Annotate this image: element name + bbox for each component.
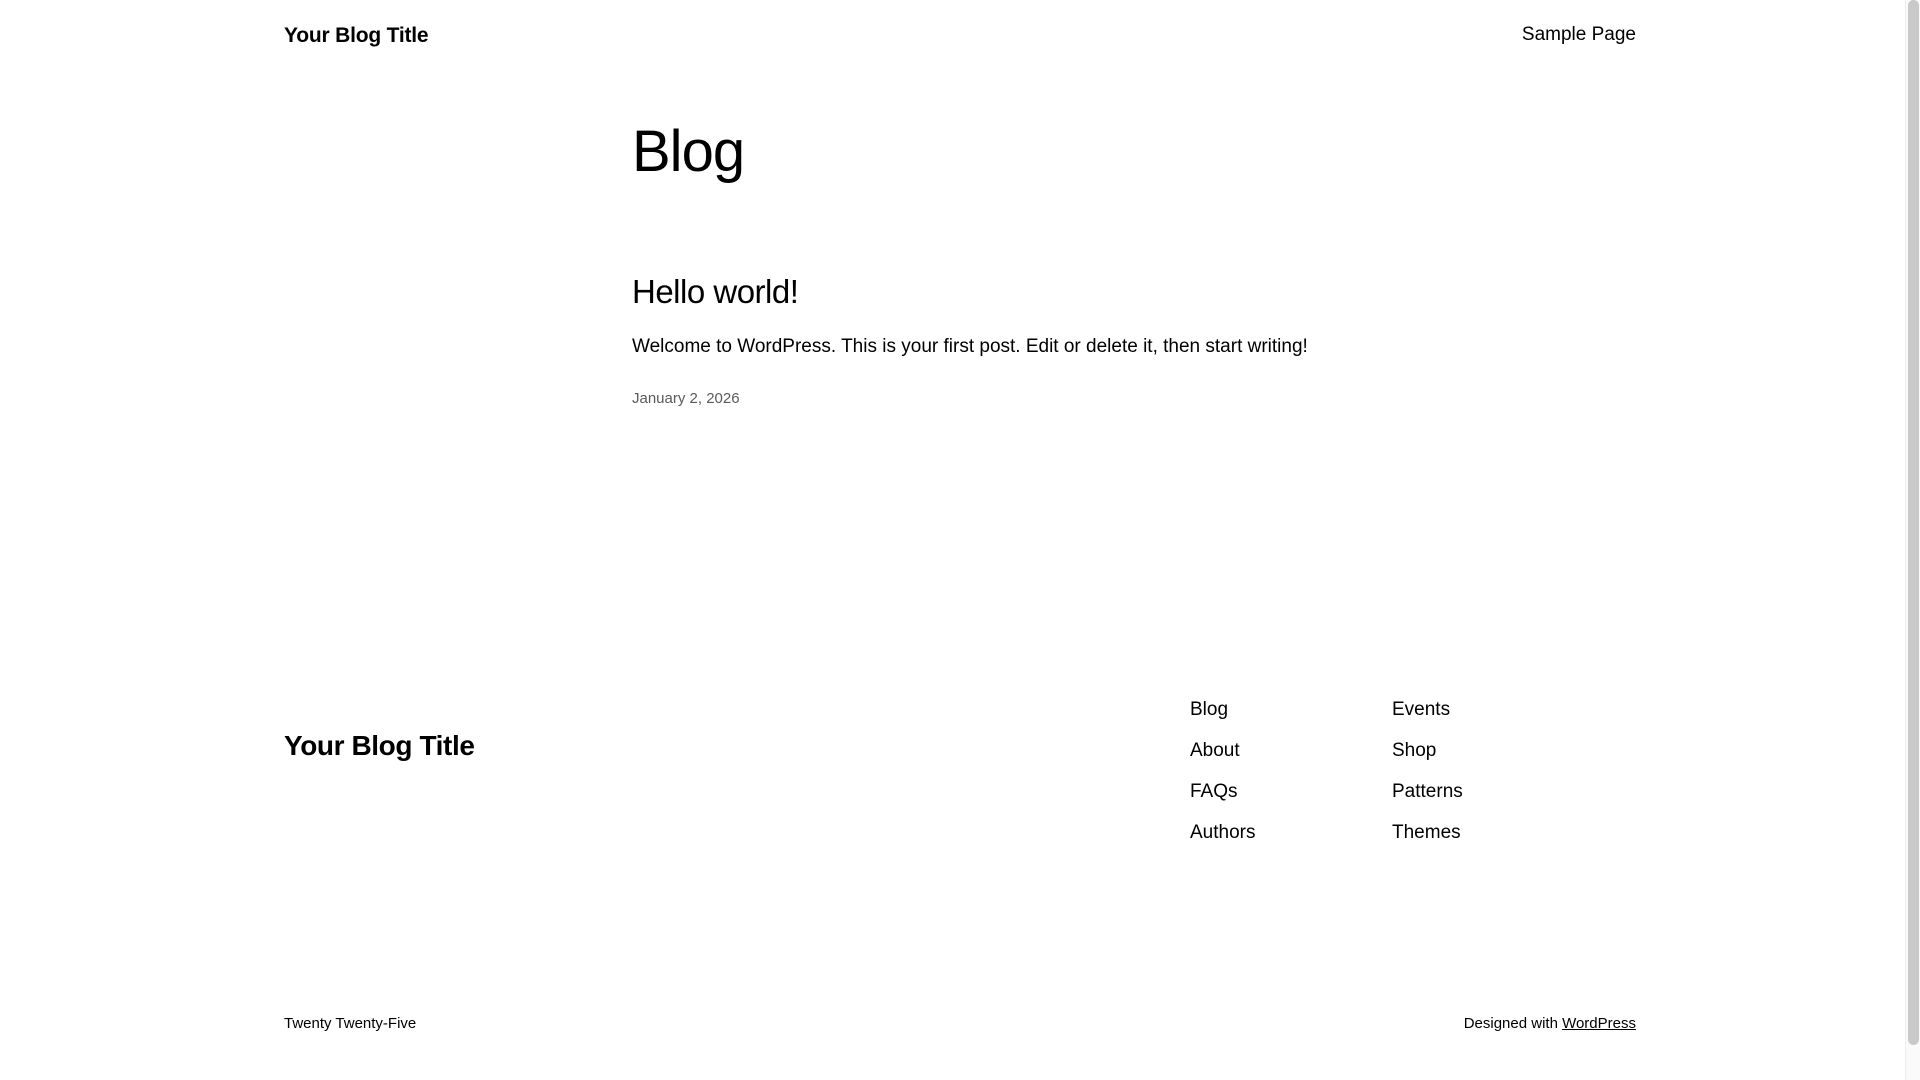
- footer-nav-column-2: [1392, 700, 1594, 842]
- post-item: [632, 272, 1632, 409]
- post-title-link[interactable]: Hello world!: [632, 272, 799, 310]
- footer-wordpress-link[interactable]: WordPress: [1562, 1015, 1636, 1032]
- footer-nav-item-blog[interactable]: Blog: [1190, 699, 1229, 720]
- footer-bottom: [0, 1015, 1920, 1032]
- page-title: Blog: [632, 119, 745, 184]
- footer-designed-prefix: Designed with: [1463, 1015, 1563, 1032]
- footer-nav-column-1: [1190, 700, 1392, 842]
- footer-navigation: [1190, 700, 1594, 842]
- site-header: [0, 0, 1920, 70]
- main-content: [0, 120, 1920, 409]
- site-title[interactable]: Your Blog Title: [284, 23, 429, 47]
- footer-nav-item-themes[interactable]: Themes: [1392, 822, 1461, 843]
- header-nav-item-sample-page[interactable]: Sample Page: [1521, 24, 1636, 45]
- vertical-scrollbar-thumb[interactable]: [1908, 0, 1919, 1045]
- footer-nav-item-faqs[interactable]: FAQs: [1190, 781, 1238, 802]
- footer-nav-item-patterns[interactable]: Patterns: [1392, 781, 1463, 802]
- footer-nav-item-events[interactable]: Events: [1392, 699, 1451, 720]
- post-title: [632, 272, 1632, 312]
- footer-top: [284, 700, 1636, 842]
- footer-nav-item-shop[interactable]: Shop: [1392, 740, 1437, 761]
- content-column: [632, 120, 1632, 409]
- footer-designed-with: [1464, 1015, 1636, 1032]
- footer-nav-item-authors[interactable]: Authors: [1190, 822, 1256, 843]
- footer-theme-credit: Twenty Twenty-Five: [284, 1015, 417, 1032]
- vertical-scrollbar[interactable]: [1905, 0, 1920, 1080]
- footer-site-title[interactable]: Your Blog Title: [284, 730, 475, 761]
- footer-nav-item-about[interactable]: About: [1190, 740, 1240, 761]
- header-navigation: [1522, 24, 1636, 46]
- site-footer: [0, 699, 1920, 1032]
- post-date: January 2, 2026: [632, 389, 740, 407]
- post-excerpt: Welcome to WordPress. This is your first post. Edit or delete it, then start writing!: [632, 336, 1308, 358]
